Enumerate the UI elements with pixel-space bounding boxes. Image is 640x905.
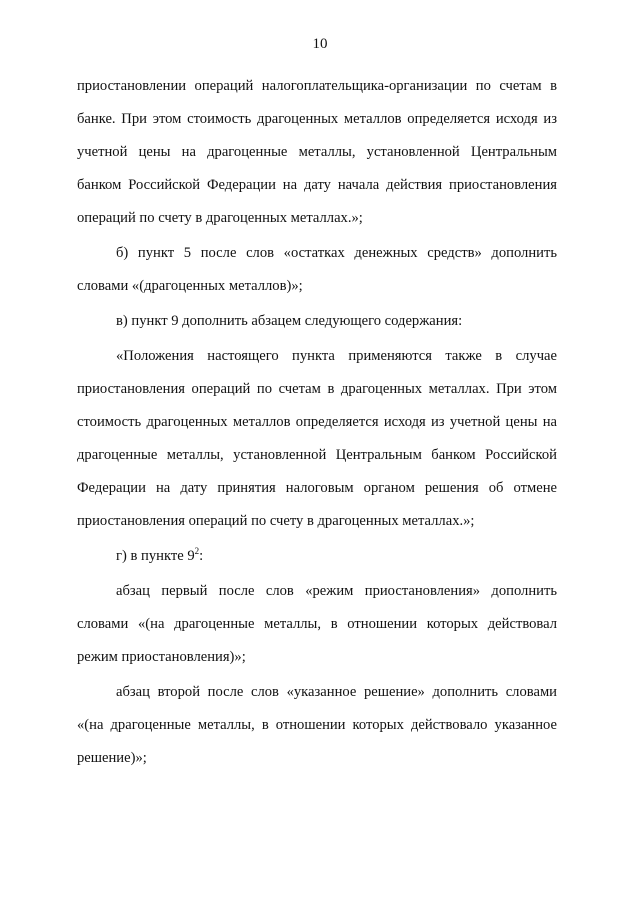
text-line: [77, 540, 557, 573]
text-line: в) пункт 9 дополнить абзацем следующего содержания:: [116, 313, 463, 329]
paragraph-quote: [77, 340, 557, 538]
text-line: стоимость драгоценных металлов определяется исходя из учетной цены на: [77, 414, 557, 430]
paragraph-first-abzac: [77, 575, 557, 674]
page-number: 10: [312, 36, 328, 52]
text-line: режим приостановления)»;: [77, 649, 246, 665]
paragraph-item-v: [77, 305, 557, 338]
text-line: абзац второй после слов «указанное решение» дополнить словами: [116, 684, 557, 700]
item-g-colon: :: [199, 548, 204, 564]
text-line: абзац первый после слов «режим приостановления» дополнить: [116, 583, 557, 599]
item-g-text: г) в пункте 9: [116, 548, 195, 564]
text-line: приостановления операций по счетам в драгоценных металлах. При этом: [77, 381, 557, 397]
text-line: приостановлении операций налогоплательщика-организации по счетам в: [77, 78, 557, 94]
text-line: банком Российской Федерации на дату начала действия приостановления: [77, 177, 557, 193]
paragraph-item-b: [77, 237, 557, 303]
text-line: решение)»;: [77, 750, 147, 766]
document-body: [77, 70, 557, 775]
text-line: операций по счету в драгоценных металлах.»;: [77, 210, 363, 226]
paragraph-item-g: [77, 540, 557, 573]
paragraph-second-abzac: [77, 676, 557, 775]
text-line: «Положения настоящего пункта применяются также в случае: [116, 348, 557, 364]
text-line: банке. При этом стоимость драгоценных металлов определяется исходя из: [77, 111, 557, 127]
text-line: «(на драгоценные металлы, в отношении которых действовало указанное: [77, 717, 557, 733]
text-line: словами «(на драгоценные металлы, в отношении которых действовал: [77, 616, 557, 632]
superscript: 2: [194, 546, 200, 556]
text-line: Федерации на дату принятия налоговым органом решения об отмене: [77, 480, 557, 496]
text-line: б) пункт 5 после слов «остатках денежных средств» дополнить: [116, 245, 557, 261]
text-line: драгоценные металлы, установленной Центральным банком Российской: [77, 447, 557, 463]
text-line: словами «(драгоценных металлов)»;: [77, 278, 303, 294]
paragraph-continuation: [77, 70, 557, 235]
text-line: приостановления операций по счету в драгоценных металлах.»;: [77, 513, 475, 529]
text-line: учетной цены на драгоценные металлы, установленной Центральным: [77, 144, 557, 160]
